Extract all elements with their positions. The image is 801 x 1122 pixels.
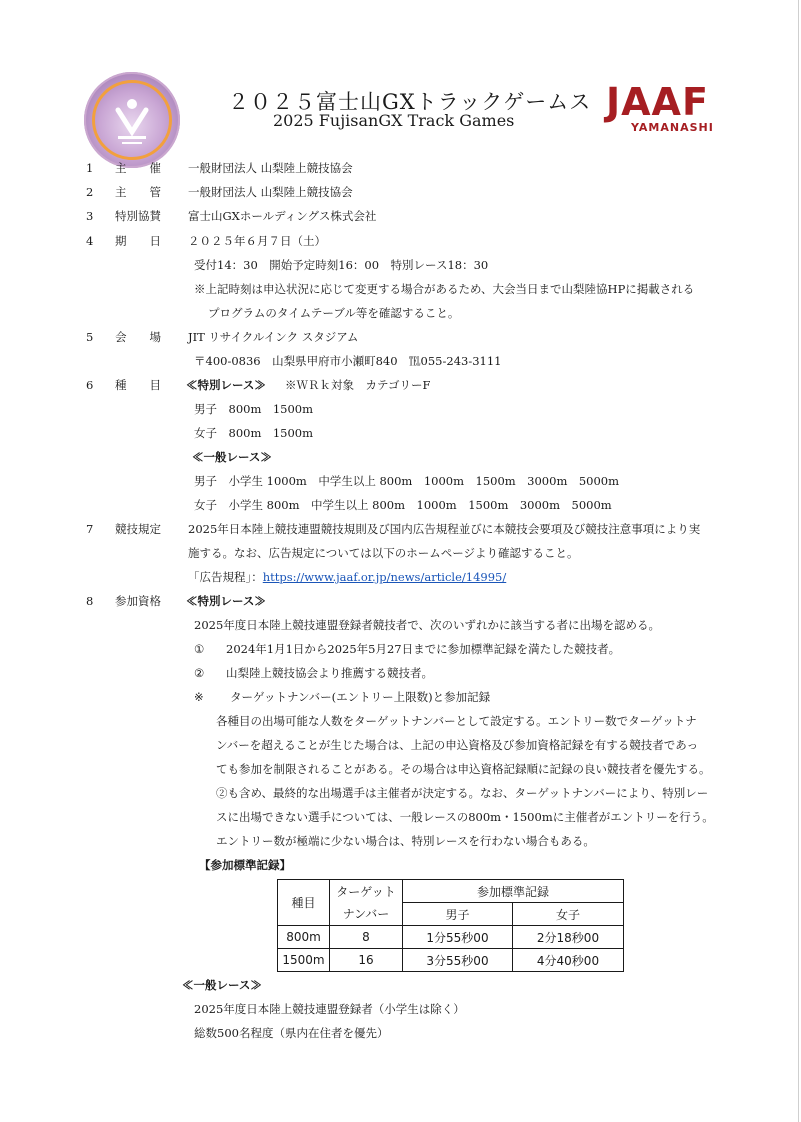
item-6-number: 6 — [86, 378, 94, 392]
table-row — [278, 949, 624, 972]
header-men: 男子 — [403, 903, 513, 926]
item-6-general-heading: ≪一般レース≫ — [192, 450, 272, 464]
item-8-general-line-1: 2025年度日本陸上競技連盟登録者（小学生は除く） — [194, 1002, 465, 1016]
item-6-label: 種 目 — [115, 378, 161, 392]
badge-mark — [84, 72, 180, 168]
item-3-number: 3 — [86, 209, 94, 223]
item-1-value: 一般財団法人 山梨陸上競技協会 — [188, 161, 353, 175]
item-8-paragraph-1: 各種目の出場可能な人数をターゲットナンバーとして設定する。エントリー数でターゲットナ — [216, 714, 697, 728]
header-women: 女子 — [513, 903, 624, 926]
item-8-condition-2-mark: ② — [194, 666, 205, 680]
item-5-number: 5 — [86, 330, 94, 344]
jaaf-logo-main: JAAF — [606, 80, 709, 124]
item-4-note-1: ※上記時刻は申込状況に応じて変更する場合があるため、大会当日まで山梨陸協HPに掲載される — [194, 282, 695, 296]
item-8-intro: 2025年度日本陸上競技連盟登録者競技者で、次のいずれかに該当する者に出場を認める。 — [194, 618, 661, 632]
item-6-special-heading: ≪特別レース≫ — [186, 378, 266, 392]
header-target-line-2: ナンバー — [342, 906, 390, 921]
item-3-value: 富士山GXホールディングス株式会社 — [188, 209, 377, 223]
row-women: 2分18秒00 — [513, 926, 624, 949]
item-7-line-1: 2025年日本陸上競技連盟競技規則及び国内広告規程並びに本競技会要項及び競技注意事項により実 — [188, 522, 701, 536]
item-1-label: 主 催 — [115, 161, 161, 175]
item-5-address: 〒400-0836 山梨県甲府市小瀬町840 ℡055-243-3111 — [194, 354, 502, 368]
row-target: 8 — [330, 926, 403, 949]
item-3-label: 特別協賛 — [115, 209, 161, 223]
item-2-label: 主 管 — [115, 185, 161, 199]
item-7-number: 7 — [86, 522, 94, 536]
page-title: ２０２５富士山GXトラックゲームス — [228, 90, 592, 114]
row-target: 16 — [330, 949, 403, 972]
item-8-condition-2: 山梨陸上競技協会より推薦する競技者。 — [226, 666, 433, 680]
item-2-number: 2 — [86, 185, 94, 199]
jaaf-logo-sub: YAMANASHI — [631, 121, 714, 134]
header-record: 参加標準記録 — [403, 880, 624, 903]
row-event: 800m — [278, 926, 330, 949]
item-8-general-heading: ≪一般レース≫ — [182, 978, 262, 992]
item-8-label: 参加資格 — [115, 594, 161, 608]
item-8-paragraph-6: エントリー数が極端に少ない場合は、特別レースを行わない場合もある。 — [216, 834, 595, 848]
item-4-number: 4 — [86, 234, 94, 248]
item-6-special-men: 男子 800m 1500m — [194, 402, 314, 416]
item-6-general-women: 女子 小学生 800m 中学生以上 800m 1000m 1500m 3000m 5000m — [194, 498, 612, 512]
row-men: 3分55秒00 — [403, 949, 513, 972]
item-5-venue: JIT リサイクルインク スタジアム — [188, 330, 359, 344]
table-header-row — [278, 880, 624, 903]
item-8-special-heading: ≪特別レース≫ — [186, 594, 266, 608]
item-8-condition-1: 2024年1月1日から2025年5月27日までに参加標準記録を満たした競技者。 — [226, 642, 621, 656]
item-8-condition-1-mark: ① — [194, 642, 205, 656]
standards-heading: 【参加標準記録】 — [199, 858, 291, 872]
item-1-number: 1 — [86, 161, 94, 175]
item-8-paragraph-4: ②も含め、最終的な出場選手は主催者が決定する。なお、ターゲットナンバーにより、特別レー — [216, 786, 709, 800]
item-7-label: 競技規定 — [115, 522, 161, 536]
row-event: 1500m — [278, 949, 330, 972]
item-5-label: 会 場 — [115, 330, 161, 344]
world-athletics-badge-icon — [84, 72, 180, 168]
header-target-line-1: ターゲット — [336, 884, 396, 899]
row-men: 1分55秒00 — [403, 926, 513, 949]
header-event: 種目 — [278, 880, 330, 926]
standards-table — [277, 879, 624, 972]
ad-rules-label: 「広告規程」： — [188, 570, 263, 584]
item-8-target-number-heading: ターゲットナンバー(エントリー上限数)と参加記録 — [230, 690, 491, 704]
item-6-special-note: ※ＷＲｋ対象 カテゴリーF — [285, 378, 431, 392]
item-8-paragraph-5: スに出場できない選手については、一般レースの800m・1500mに主催者がエントリーを行う。 — [216, 810, 714, 824]
row-women: 4分40秒00 — [513, 949, 624, 972]
item-2-value: 一般財団法人 山梨陸上競技協会 — [188, 185, 353, 199]
item-8-number: 8 — [86, 594, 94, 608]
item-6-general-men: 男子 小学生 1000m 中学生以上 800m 1000m 1500m 3000m 5000m — [194, 474, 620, 488]
item-4-schedule: 受付14：30 開始予定時刻16：00 特別レース18：30 — [194, 258, 489, 272]
page-edge — [798, 0, 799, 1122]
item-7-line-2: 施する。なお、広告規定については以下のホームページより確認すること。 — [188, 546, 579, 560]
page-subtitle: 2025 FujisanGX Track Games — [273, 111, 515, 130]
item-7-link-row — [188, 570, 506, 585]
item-8-note-mark: ※ — [194, 690, 204, 704]
item-8-paragraph-3: ても参加を制限されることがある。その場合は申込資格記録順に記録の良い競技者を優先する。 — [216, 762, 711, 776]
ad-rules-link[interactable]: https://www.jaaf.or.jp/news/article/14995/ — [262, 570, 507, 584]
item-4-note-2: プログラムのタイムテーブル等を確認すること。 — [208, 306, 460, 320]
item-8-paragraph-2: ンバーを超えることが生じた場合は、上記の申込資格及び参加資格記録を有する競技者であっ — [216, 738, 699, 752]
item-4-date: ２０２５年６月７日（土） — [188, 234, 326, 248]
item-6-special-women: 女子 800m 1500m — [194, 426, 314, 440]
item-4-label: 期 日 — [115, 234, 161, 248]
header-target — [330, 880, 403, 926]
table-row — [278, 926, 624, 949]
item-8-general-line-2: 総数500名程度（県内在住者を優先） — [194, 1026, 389, 1040]
